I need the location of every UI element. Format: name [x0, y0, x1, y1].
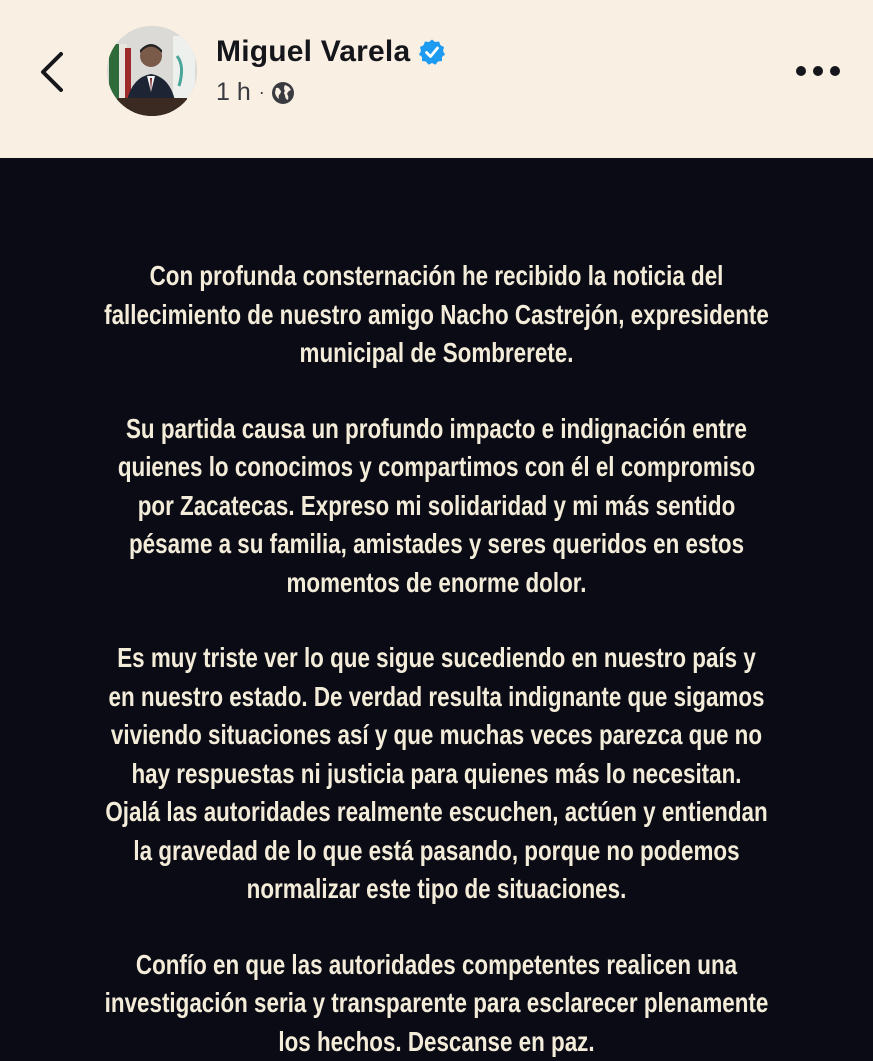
post-meta: [216, 78, 295, 107]
timestamp[interactable]: 1 h: [216, 78, 251, 107]
verified-badge-icon: [418, 38, 446, 66]
avatar-photo: [107, 26, 197, 116]
post-text: [103, 257, 769, 1061]
more-options-button[interactable]: [792, 56, 844, 86]
back-button[interactable]: [30, 46, 74, 98]
author-name[interactable]: [216, 35, 446, 69]
globe-icon[interactable]: [271, 81, 295, 105]
post-paragraph-3: Es muy triste ver lo que sigue sucediendo en nuestro país y en nuestro estado. De verdad resulta indignante que sigamos viviendo situaciones así y que muchas veces parezca que no hay respuestas ni justicia para quienes más lo necesitan. Ojalá las autoridades realmente escuchen, actúen y entiendan la gravedad de lo que está pasando, porque no podemos normalizar este tipo de situaciones.: [103, 639, 769, 909]
post-paragraph-4: Confío en que las autoridades competentes realicen una investigación seria y transparente para esclarecer plenamente los hechos. Descanse en paz.: [103, 946, 769, 1061]
more-horizontal-icon: [795, 65, 841, 77]
post-header: [0, 0, 873, 158]
post-paragraph-1: Con profunda consternación he recibido la noticia del fallecimiento de nuestro amigo Nacho Castrejón, expresidente municipal de Sombrerete.: [103, 257, 769, 373]
avatar[interactable]: [107, 26, 197, 116]
meta-separator: ·: [259, 82, 265, 103]
chevron-left-icon: [39, 51, 65, 93]
post-paragraph-2: Su partida causa un profundo impacto e indignación entre quienes lo conocimos y compartimos con él el compromiso por Zacatecas. Expreso mi solidaridad y mi más sentido pésame a su familia, amistades y seres queridos en estos momentos de enorme dolor.: [103, 410, 769, 603]
post-content: [0, 158, 873, 1024]
author-name-text: Miguel Varela: [216, 35, 410, 69]
